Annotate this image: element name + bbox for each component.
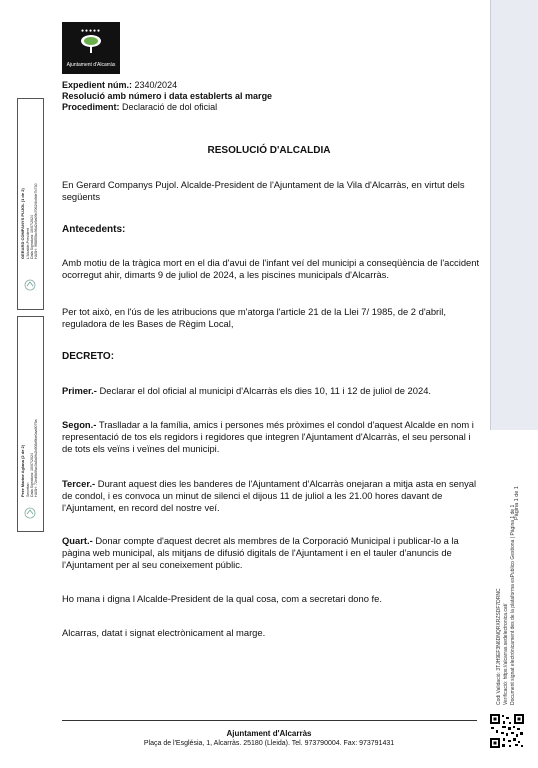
signature-hash: HASH: 9f8855bc96d2c9a09b7062f4b9de7b730 (34, 183, 38, 259)
signature-date: Data Signatura: 10/07/2024 (30, 453, 34, 497)
decree-item (62, 478, 482, 514)
footer-organization: Ajuntament d'Alcarràs (226, 729, 312, 738)
decreto-heading: DECRETO: (62, 351, 115, 362)
resolucio-text: Resolució amb número i data establerts al marge (62, 91, 273, 101)
decree-item (62, 385, 482, 397)
viewer-side-panel (490, 0, 538, 430)
resolucio-line (62, 91, 272, 102)
signed-notice: Document signat electrònicament des de la plataforma esPublico Gestiona | Pàgina 1 de 1 (510, 504, 516, 705)
decree-item-text: Traslladar a la família, amics i persones més pròximes el condol d'aquest Alcalde en nom i representació de tos els regidors i regidores que integren l'Ajuntament d'Alcarràs, el seu personal i de tots els veïns i veïnes del municipi. (62, 419, 474, 454)
procediment-line (62, 102, 217, 113)
verification-url: Verificació: https://alcarras.sedelectronica.cat/ (503, 603, 509, 705)
expedient-label: Expedient núm.: (62, 80, 133, 90)
intro-paragraph: En Gerard Companys Pujol. Alcalde-President de l'Ajuntament de la Vila d'Alcarràs, en virtut dels següents (62, 179, 465, 202)
signature-box-2 (17, 316, 44, 532)
decree-item (62, 535, 482, 571)
signer-role: L'Alcalde-President (26, 228, 30, 259)
antecedent-paragraph-2: Per tot això, en l'ús de les atribucions que m'atorga l'article 21 de la Llei 7/ 1985, de 2 d'abril, reguladora de les Bases de Règim Local, (62, 306, 446, 329)
decree-item-label: Tercer.- (62, 478, 96, 489)
procediment-value: Declaració de dol oficial (122, 102, 218, 112)
decree-item-text: Declarar el dol oficial al municipi d'Alcarràs els dies 10, 11 i 12 de juliol de 2024. (99, 385, 432, 396)
footer-address: Plaça de l'Església, 1, Alcarràs. 25180 (Lleida). Tel. 973790004. Fax: 973791431 (143, 740, 395, 747)
decree-item-label: Primer.- (62, 385, 97, 396)
signer-name: Pere Marine Aglana (2 de 2) (20, 444, 25, 497)
document-title: RESOLUCIÓ D'ALCALDIA (207, 145, 331, 156)
closing-paragraph-2: Alcarras, datat i signat electrònicament al marge. (62, 627, 266, 638)
municipal-logo (62, 22, 120, 74)
decree-item-text: Donar compte d'aquest decret als membres de la Corporació Municipal i publicar-lo a la pàgina web municipal, als mitjans de difusió digitals de l'Ajuntament i en el tauler d'anuncis de l'Ajuntament per al seu coneixement públic. (62, 535, 459, 570)
footer-divider (62, 720, 477, 721)
logo-dots: ●●●●● (80, 28, 102, 34)
signature-hash: HASH: 72ed9b5fac3a5a0fc2b908d9be0aa9079a (34, 419, 38, 497)
decree-item-label: Segon.- (62, 419, 97, 430)
closing-paragraph-1: Ho mana i digna l Alcalde-President de la qual cosa, com a secretari dono fe. (62, 593, 382, 604)
signature-date: Data Signatura: 10/07/2024 (30, 215, 34, 259)
signer-role: Secretari (26, 482, 30, 497)
antecedents-heading: Antecedents: (62, 224, 126, 235)
antecedent-paragraph-1: Amb motiu de la tràgica mort en el dia d'avui de l'infant veí del municipi a conseqüència de l'accident ocorregut ahir, dimarts 9 de juliol de 2024, a les piscines municipals d'Alcarràs. (62, 257, 480, 280)
page-indicator: Pàgina 1 de 1 (514, 486, 520, 520)
decree-item-text: Durant aquest dies les banderes de l'Ajuntament d'Alcarràs onejaran a mitja asta en senyal de condol, i es convoca un minut de silenci el dijous 11 de juliol a les 21.00 hores davant de l'Ajuntament, en record del nostre veí. (62, 478, 477, 513)
logo-name: Ajuntament d'Alcarràs (66, 62, 116, 68)
signature-seal-icon (24, 279, 36, 291)
decree-item-label: Quart.- (62, 535, 93, 546)
expedient-line (62, 80, 177, 91)
validation-code: Codi Validació: 3TJH9EF3N6DNQRXRZSDF7DRNC (496, 588, 502, 705)
procediment-label: Procediment: (62, 102, 120, 112)
decree-item (62, 419, 482, 455)
expedient-value: 2340/2024 (134, 80, 178, 90)
signer-name: GERARD COMPANYS PUJOL (1 de 2) (20, 188, 25, 259)
signature-box-1 (17, 98, 44, 310)
signature-seal-icon (24, 507, 36, 519)
tree-icon (79, 34, 103, 54)
